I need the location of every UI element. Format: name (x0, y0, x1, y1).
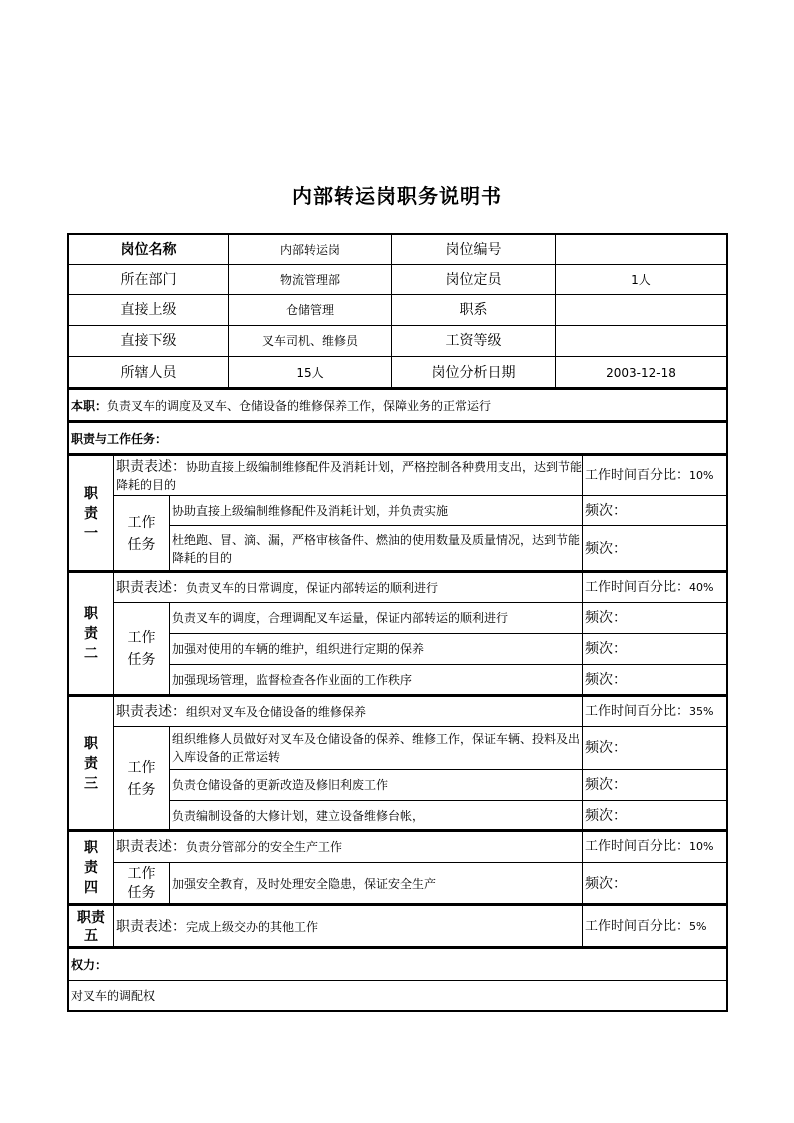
freq-label: 频次： (585, 740, 627, 756)
info-label-subordinates: 直接下级 (68, 325, 229, 357)
duty-1-char-1: 职 (84, 485, 98, 502)
duty-1-task-1: 协助直接上级编制维修配件及消耗计划，并负责实施 (169, 495, 583, 526)
duty-4-char-3: 四 (84, 880, 98, 896)
freq-label: 频次： (585, 807, 627, 824)
info-label-headcount: 岗位定员 (391, 264, 556, 295)
duty-5-time-percent (582, 905, 727, 948)
info-label-analysis-date: 岗位分析日期 (391, 356, 556, 389)
work-task-line-2: 任务 (127, 652, 156, 668)
duty-1-time-percent (582, 455, 727, 496)
duty-3-char-3: 三 (84, 775, 98, 792)
duty-3-char-1: 职 (84, 735, 98, 752)
main-duty-row (68, 389, 727, 422)
duty-4-task-1-frequency (582, 862, 727, 905)
duty-1-desc-text: 协助直接上级编制维修配件及消耗计划，严格控制各种费用支出，达到节能降耗的目的 (116, 459, 583, 492)
info-value-supervisor: 仓储管理 (228, 294, 392, 326)
duty-3-desc-label: 职责表述： (116, 703, 186, 720)
duty-4-desc-label: 职责表述： (116, 839, 186, 855)
info-value-analysis-date: 2003-12-18 (555, 356, 727, 389)
freq-label: 频次： (585, 540, 627, 557)
duty-3-time-percent (582, 696, 727, 727)
duty-1-work-task-label (113, 495, 170, 572)
info-value-headcount: 1人 (555, 264, 727, 295)
duty-2-task-3: 加强现场管理，监督检查各作业面的工作秩序 (169, 664, 583, 696)
freq-label: 频次： (585, 502, 627, 519)
duty-1-task-2: 杜绝跑、冒、滴、漏，严格审核备件、燃油的使用数量及质量情况，达到节能降耗的目的 (169, 525, 583, 572)
work-task-line-1: 工作 (127, 630, 156, 646)
duty-3-pct-label: 工作时间百分比： (585, 703, 690, 719)
duty-1-task-2-frequency (582, 525, 727, 572)
power-header: 权力： (68, 948, 727, 981)
info-label-staff: 所辖人员 (68, 356, 229, 389)
duty-3-task-1: 组织维修人员做好对叉车及仓储设备的保养、维修工作，保证车辆、投料及出入库设备的正常运转 (169, 726, 583, 770)
duty-4-char-2: 责 (84, 860, 98, 876)
duty-3-desc-text: 组织对叉车及仓储设备的维修保养 (186, 704, 367, 719)
duty-2-label (68, 572, 114, 696)
duty-2-pct-value: 40% (689, 580, 714, 594)
duty-1-pct-value: 10% (689, 468, 714, 482)
info-label-position-name: 岗位名称 (68, 234, 229, 265)
duty-2-task-2: 加强对使用的车辆的维护，组织进行定期的保养 (169, 633, 583, 665)
info-label-position-code: 岗位编号 (391, 234, 556, 265)
duty-1-label (68, 455, 114, 572)
duty-1-description (113, 455, 583, 496)
duty-1-pct-label: 工作时间百分比： (585, 467, 690, 483)
duty-2-task-2-frequency (582, 633, 727, 665)
duty-2-task-3-frequency (582, 664, 727, 696)
info-label-department: 所在部门 (68, 264, 229, 295)
power-text: 对叉车的调配权 (68, 980, 727, 1011)
duty-4-char-1: 职 (84, 840, 98, 856)
duty-3-task-3-frequency (582, 800, 727, 831)
info-value-staff: 15人 (228, 356, 392, 389)
page-title: 内部转运岗职务说明书 (292, 184, 502, 208)
freq-label: 频次： (585, 641, 627, 657)
duty-2-char-1: 职 (84, 606, 98, 622)
duty-2-work-task-label (113, 602, 170, 696)
duty-3-task-2-frequency (582, 769, 727, 801)
duty-4-label (68, 831, 114, 905)
duty-1-char-3: 一 (84, 525, 98, 542)
freq-label: 频次： (585, 610, 627, 626)
duty-3-task-2: 负责仓储设备的更新改造及修旧利废工作 (169, 769, 583, 801)
info-value-subordinates: 叉车司机、维修员 (228, 325, 392, 357)
info-label-job-family: 职系 (391, 294, 556, 326)
info-label-salary-grade: 工资等级 (391, 325, 556, 357)
duty-1-char-2: 责 (84, 505, 98, 522)
duty-2-time-percent (582, 572, 727, 603)
duty-5-desc-text: 完成上级交办的其他工作 (186, 919, 319, 934)
work-task-line-2: 任务 (127, 536, 156, 553)
duty-4-work-task-label (113, 862, 170, 905)
duty-2-task-1: 负责叉车的调度，合理调配叉车运量，保证内部转运的顺利进行 (169, 602, 583, 634)
duty-1-task-1-frequency (582, 495, 727, 526)
freq-label: 频次： (585, 875, 627, 892)
duty-4-desc-text: 负责分管部分的安全生产工作 (186, 840, 343, 854)
work-task-line-1: 工作 (127, 759, 156, 776)
duty-4-description (113, 831, 583, 863)
work-task-line-1: 工作 (127, 865, 156, 882)
duty-5-char-1: 职责 (77, 909, 105, 926)
work-task-line-1: 工作 (127, 514, 156, 531)
info-value-position-name: 内部转运岗 (228, 234, 392, 265)
duty-5-pct-value: 5% (689, 919, 707, 933)
duty-5-char-2: 五 (84, 927, 98, 944)
duties-header: 职责与工作任务： (68, 422, 727, 455)
info-label-supervisor: 直接上级 (68, 294, 229, 326)
info-value-department: 物流管理部 (228, 264, 392, 295)
duty-3-work-task-label (113, 726, 170, 831)
duty-2-char-3: 二 (84, 646, 98, 662)
duty-3-char-2: 责 (84, 755, 98, 772)
work-task-line-2: 任务 (127, 884, 156, 901)
duty-5-description (113, 905, 583, 948)
freq-label: 频次： (585, 672, 627, 688)
info-value-position-code (555, 234, 727, 265)
info-value-salary-grade (555, 325, 727, 357)
duty-2-task-1-frequency (582, 602, 727, 634)
duty-3-task-3: 负责编制设备的大修计划，建立设备维修台帐， (169, 800, 583, 831)
duty-5-label (68, 905, 114, 948)
duty-2-desc-text: 负责叉车的日常调度，保证内部转运的顺利进行 (186, 580, 439, 595)
duty-5-pct-label: 工作时间百分比： (585, 918, 690, 934)
duty-5-desc-label: 职责表述： (116, 918, 186, 935)
work-task-line-2: 任务 (127, 781, 156, 798)
main-duty-text: 负责叉车的调度及叉车、仓储设备的维修保养工作，保障业务的正常运行 (107, 398, 492, 413)
main-duty-label: 本职： (71, 398, 108, 413)
duty-3-description (113, 696, 583, 727)
duty-3-label (68, 696, 114, 831)
duty-4-task-1: 加强安全教育，及时处理安全隐患，保证安全生产 (169, 862, 583, 905)
duty-1-desc-label: 职责表述： (116, 458, 186, 475)
duty-2-desc-label: 职责表述： (116, 579, 186, 596)
info-value-job-family (555, 294, 727, 326)
duty-4-time-percent (582, 831, 727, 863)
duty-2-pct-label: 工作时间百分比： (585, 579, 690, 595)
duty-2-char-2: 责 (84, 626, 98, 642)
duty-3-task-1-frequency (582, 726, 727, 770)
duty-2-description (113, 572, 583, 603)
duty-4-pct-value: 10% (689, 840, 714, 853)
duty-4-pct-label: 工作时间百分比： (585, 839, 690, 854)
freq-label: 频次： (585, 777, 627, 793)
duty-3-pct-value: 35% (689, 704, 714, 718)
